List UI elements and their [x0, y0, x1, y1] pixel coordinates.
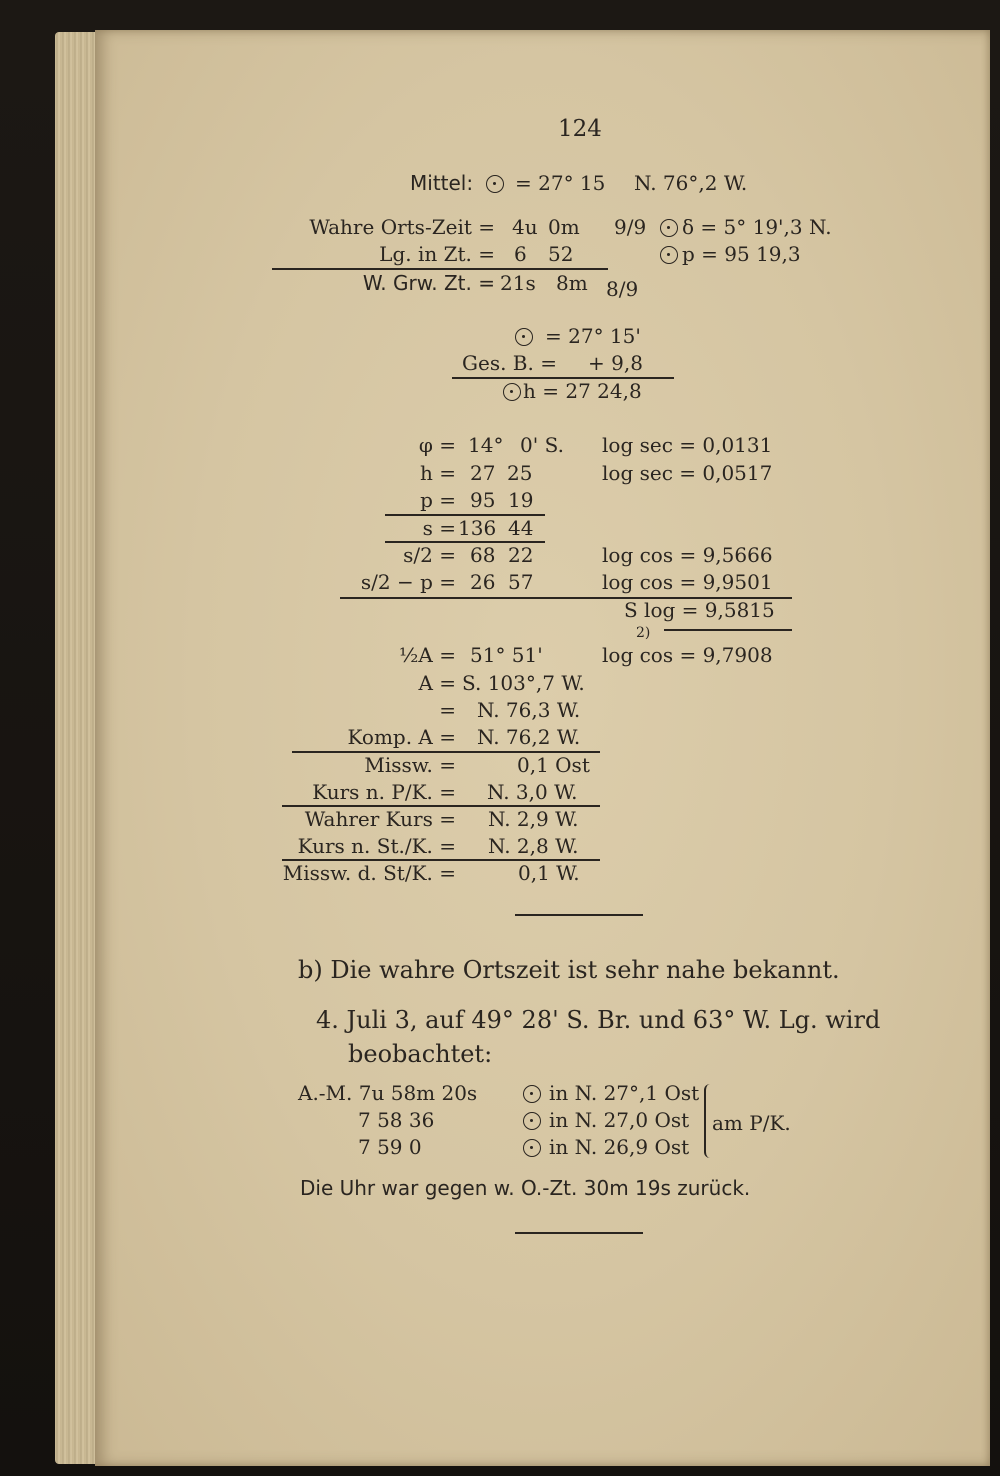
result-value: N. 76,2 W.: [477, 725, 581, 749]
separator: [515, 914, 643, 916]
observation-time: 7 58 36: [358, 1108, 435, 1132]
result-value: N. 2,9 W.: [488, 807, 579, 831]
calc-lhs: s =: [422, 516, 456, 540]
sun-symbol-icon: [660, 246, 678, 264]
half-azimuth-value: 51° 51': [470, 643, 543, 667]
problem-line-2: beobachtet:: [348, 1040, 493, 1068]
calc-a: 68: [470, 543, 496, 567]
result-value: N. 76,3 W.: [477, 698, 581, 722]
mittel-equation: = 27° 15: [515, 171, 606, 195]
sun-symbol-icon: [523, 1139, 541, 1157]
calc-log: log sec = 0,0131: [602, 433, 773, 457]
half-azimuth-lhs: ½A =: [399, 643, 456, 667]
result-lhs: Kurs n. St./K. =: [297, 834, 456, 858]
result-lhs: Wahrer Kurs =: [304, 807, 456, 831]
calc-b: 0' S.: [520, 433, 564, 457]
result-value: N. 2,8 W.: [488, 834, 579, 858]
separator: [515, 1232, 643, 1234]
calc-a: 14°: [468, 433, 504, 457]
observation-bearing: in N. 26,9 Ost: [549, 1135, 690, 1159]
wahre-label: Wahre Orts-Zeit =: [309, 215, 495, 239]
lg-hours: 6: [514, 242, 527, 266]
ges-value: + 9,8: [588, 351, 643, 375]
result-lhs: Kurs n. P/K. =: [312, 780, 456, 804]
page-number: 124: [558, 116, 602, 142]
calc-lhs: φ =: [418, 433, 456, 457]
true-altitude: h = 27 24,8: [523, 379, 642, 403]
sun-symbol-icon: [515, 328, 533, 346]
result-lhs: Missw. d. St/K. =: [282, 861, 456, 885]
calc-a: 26: [470, 570, 496, 594]
observation-note: am P/K.: [712, 1111, 791, 1135]
calc-log: log cos = 9,9501: [602, 570, 773, 594]
sun-altitude: = 27° 15': [545, 324, 641, 348]
result-lhs: A =: [418, 671, 456, 695]
sun-symbol-icon: [660, 219, 678, 237]
mittel-bearing: N. 76°,2 W.: [634, 171, 748, 195]
calc-lhs: h =: [420, 461, 456, 485]
lg-minutes: 52: [548, 242, 574, 266]
footnote-mark: 2): [636, 625, 651, 641]
wahre-hours: 4u: [512, 215, 538, 239]
calc-b: 44: [508, 516, 534, 540]
result-value: S. 103°,7 W.: [462, 671, 585, 695]
result-value: 0,1 W.: [518, 861, 580, 885]
section-b-heading: b) Die wahre Ortszeit ist sehr nahe bekannt.: [298, 956, 840, 984]
declination: δ = 5° 19',3 N.: [682, 215, 832, 239]
result-value: 0,1 Ost: [517, 753, 590, 777]
observation-bearing: in N. 27,0 Ost: [549, 1108, 690, 1132]
observation-bearing: in N. 27°,1 Ost: [549, 1081, 700, 1105]
grw-label: W. Grw. Zt. =: [362, 271, 495, 295]
rule: [272, 268, 608, 270]
ges-label: Ges. B. =: [462, 351, 557, 375]
sun-symbol-icon: [503, 383, 521, 401]
clock-note: Die Uhr war gegen w. O.-Zt. 30m 19s zurück.: [300, 1176, 751, 1200]
calc-b: 25: [507, 461, 533, 485]
observation-time: A.-M. 7u 58m 20s: [298, 1081, 478, 1105]
calc-a: 27: [470, 461, 496, 485]
grw-minutes: 8m: [556, 271, 588, 295]
sun-symbol-icon: [486, 175, 504, 193]
calc-lhs: s/2 =: [403, 543, 456, 567]
result-lhs: Komp. A =: [347, 725, 456, 749]
calc-b: 19: [508, 488, 534, 512]
calc-a: 95: [470, 488, 496, 512]
calc-lhs: p =: [420, 488, 456, 512]
wahre-minutes: 0m: [548, 215, 580, 239]
calc-a: 136: [458, 516, 497, 540]
grw-fraction: 8/9: [606, 277, 639, 301]
calc-b: 22: [508, 543, 534, 567]
half-azimuth-log: log cos = 9,7908: [602, 643, 773, 667]
polar-distance: p = 95 19,3: [682, 242, 801, 266]
calc-lhs: s/2 − p =: [360, 570, 456, 594]
rule: [664, 629, 792, 631]
calc-log: log sec = 0,0517: [602, 461, 773, 485]
result-lhs: =: [439, 698, 456, 722]
grw-hours: 21s: [500, 271, 536, 295]
calc-log: log cos = 9,5666: [602, 543, 773, 567]
problem-line-1: 4. Juli 3, auf 49° 28' S. Br. und 63° W. Lg. wird: [316, 1006, 881, 1034]
result-lhs: Missw. =: [364, 753, 456, 777]
s-log-sum: S log = 9,5815: [624, 598, 775, 622]
sun-symbol-icon: [523, 1112, 541, 1130]
lg-label: Lg. in Zt. =: [379, 242, 495, 266]
wahre-fraction: 9/9: [614, 215, 647, 239]
mittel-label: Mittel:: [410, 171, 474, 195]
observation-time: 7 59 0: [358, 1135, 422, 1159]
sun-symbol-icon: [523, 1085, 541, 1103]
calc-b: 57: [508, 570, 534, 594]
result-value: N. 3,0 W.: [487, 780, 578, 804]
